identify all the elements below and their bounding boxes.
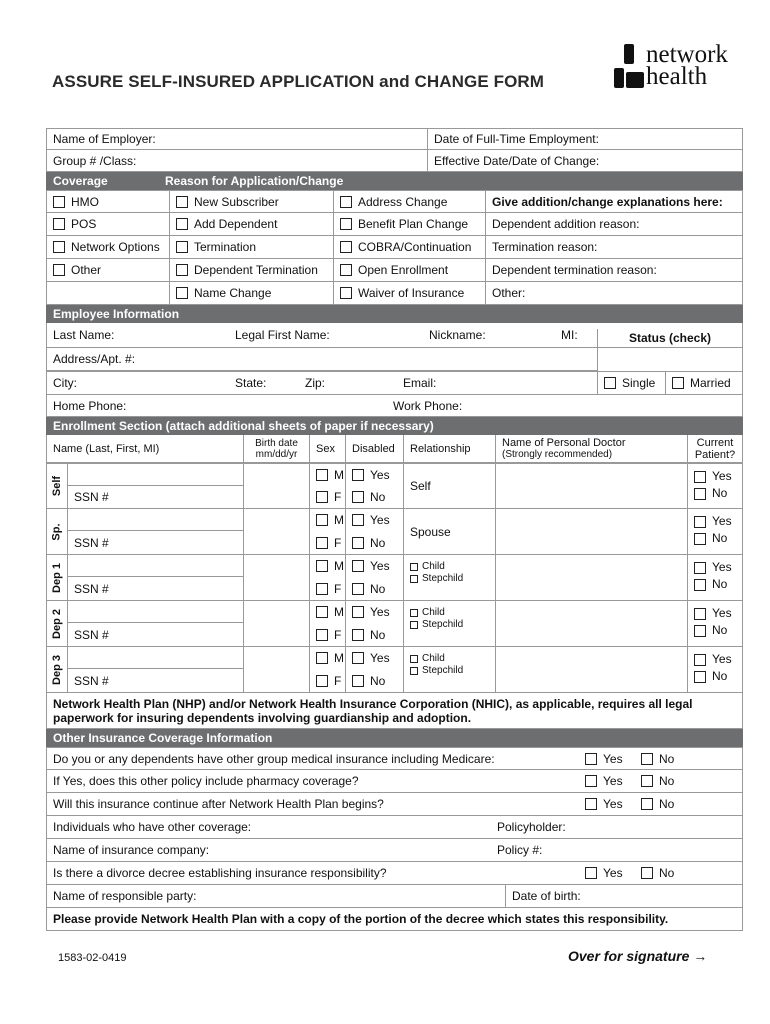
employer-field[interactable]: Name of Employer: xyxy=(53,132,156,146)
enrollment-row xyxy=(46,509,743,555)
current-patient-options[interactable]: Yes No xyxy=(687,647,742,692)
individuals-row xyxy=(46,816,743,839)
reason-option[interactable]: Waiver of Insurance xyxy=(333,282,485,304)
name-ssn-cell[interactable] xyxy=(67,555,243,600)
reason-option[interactable]: Dependent Termination xyxy=(169,259,333,281)
relationship-field[interactable]: Child Stepchild xyxy=(403,601,495,646)
checkbox-icon xyxy=(352,652,364,664)
checkbox-icon xyxy=(176,287,188,299)
nhp-note: Network Health Plan (NHP) and/or Network Health Insurance Corporation (NHIC), as applicable, requires all legal paperwork for insuring dependents involving guardianship and adoption. xyxy=(46,693,743,729)
current-patient-options[interactable]: Yes No xyxy=(687,601,742,646)
employee-header: Employee Information xyxy=(46,305,743,323)
explanation-field[interactable]: Other: xyxy=(485,282,742,304)
checkbox-icon xyxy=(352,537,364,549)
city-row xyxy=(46,371,743,395)
name-ssn-cell[interactable] xyxy=(67,601,243,646)
decree-note: Please provide Network Health Plan with a copy of the portion of the decree which states this responsibility. xyxy=(46,908,743,931)
reason-option[interactable]: Open Enrollment xyxy=(333,259,485,281)
checkbox-icon xyxy=(641,798,653,810)
checkbox-icon xyxy=(641,775,653,787)
checkbox-icon xyxy=(352,491,364,503)
current-patient-options[interactable]: Yes No xyxy=(687,555,742,600)
disabled-options[interactable]: Yes No xyxy=(345,601,403,646)
group-row xyxy=(46,150,743,172)
policy-number-field[interactable]: Policy #: xyxy=(497,843,543,857)
reason-option[interactable]: Add Dependent xyxy=(169,213,333,235)
name-field[interactable] xyxy=(68,647,243,669)
checkbox-icon xyxy=(352,629,364,641)
birth-date-field[interactable] xyxy=(243,647,309,692)
other-insurance-header: Other Insurance Coverage Information xyxy=(46,729,743,747)
disabled-options[interactable]: Yes No xyxy=(345,509,403,554)
checkbox-icon xyxy=(694,671,706,683)
yes-checkbox[interactable]: Yes xyxy=(585,770,623,792)
checkbox-icon xyxy=(352,606,364,618)
doctor-field[interactable] xyxy=(495,601,687,646)
checkbox-icon xyxy=(176,218,188,230)
checkbox-icon xyxy=(352,560,364,572)
explanation-field[interactable]: Dependent addition reason: xyxy=(485,213,742,235)
reason-option[interactable]: COBRA/Continuation xyxy=(333,236,485,258)
employee-name-field[interactable]: Last Name: xyxy=(53,328,115,342)
disabled-options[interactable]: Yes No xyxy=(345,647,403,692)
name-field[interactable] xyxy=(68,601,243,623)
mi-label: MI: xyxy=(561,328,578,342)
checkbox-icon xyxy=(316,629,328,641)
current-patient-options[interactable]: Yes No xyxy=(687,464,742,508)
no-checkbox[interactable]: No xyxy=(641,862,674,884)
coverage-row xyxy=(46,213,743,236)
company-row xyxy=(46,839,743,862)
current-patient-options[interactable]: Yes No xyxy=(687,509,742,554)
form-code: 1583-02-0419 xyxy=(58,952,127,964)
doctor-field[interactable] xyxy=(495,647,687,692)
relationship-field: Spouse xyxy=(403,509,495,554)
form-title: ASSURE SELF-INSURED APPLICATION and CHANGE FORM xyxy=(52,72,545,91)
col-doctor: Name of Personal Doctor (Strongly recommended) xyxy=(495,435,687,462)
checkbox-icon xyxy=(585,867,597,879)
ssn-field[interactable]: SSN # xyxy=(74,673,109,688)
birth-date-field[interactable] xyxy=(243,464,309,508)
checkbox-icon xyxy=(316,560,328,572)
enrollment-row xyxy=(46,463,743,509)
state-label: State: xyxy=(235,376,267,390)
reason-option[interactable]: Address Change xyxy=(333,191,485,212)
coverage-option[interactable]: POS xyxy=(47,213,169,235)
sex-options[interactable]: M F xyxy=(309,509,345,554)
group-field[interactable]: Group # /Class: xyxy=(53,153,137,168)
coverage-row xyxy=(46,236,743,259)
checkbox-icon xyxy=(694,516,706,528)
sex-options[interactable]: M F xyxy=(309,647,345,692)
enrollment-row xyxy=(46,647,743,693)
work-phone-label: Work Phone: xyxy=(393,398,463,413)
continue-question: Will this insurance continue after Network Health Plan begins? Yes No xyxy=(46,793,743,816)
reason-option[interactable]: Benefit Plan Change xyxy=(333,213,485,235)
status-heading: Status (check) xyxy=(597,329,742,347)
name-field[interactable] xyxy=(68,464,243,486)
employer-row xyxy=(46,128,743,150)
row-tag: Dep 2 xyxy=(51,608,63,639)
enrollment-column-headers xyxy=(46,435,743,463)
explanation-field[interactable]: Termination reason: xyxy=(485,236,742,258)
name-ssn-cell[interactable] xyxy=(67,647,243,692)
logo-line-2: health xyxy=(646,63,708,90)
coverage-header: Coverage Reason for Application/Change xyxy=(46,172,743,190)
yes-checkbox[interactable]: Yes xyxy=(585,793,623,815)
phone-row xyxy=(46,395,743,417)
coverage-option[interactable]: Other xyxy=(47,259,169,281)
home-phone-field[interactable]: Home Phone: xyxy=(53,398,127,413)
checkbox-icon xyxy=(316,583,328,595)
col-birth: Birth date mm/dd/yr xyxy=(243,435,309,462)
checkbox-small-icon xyxy=(410,575,418,583)
sex-options[interactable]: M F xyxy=(309,601,345,646)
checkbox-small-icon xyxy=(410,563,418,571)
explanation-field: Give addition/change explanations here: xyxy=(485,191,742,212)
ssn-field[interactable]: SSN # xyxy=(74,627,109,642)
reason-option[interactable]: New Subscriber xyxy=(169,191,333,212)
checkbox-icon xyxy=(53,218,65,230)
checkbox-icon xyxy=(53,241,65,253)
checkbox-icon xyxy=(585,753,597,765)
coverage-row xyxy=(46,259,743,282)
divorce-question: Is there a divorce decree establishing insurance responsibility? Yes No xyxy=(46,862,743,885)
checkbox-icon xyxy=(694,579,706,591)
first-name-label: Legal First Name: xyxy=(235,328,330,342)
application-form xyxy=(46,128,743,931)
responsible-party-field[interactable]: Name of responsible party: xyxy=(53,889,197,903)
sex-options[interactable]: M F xyxy=(309,464,345,508)
col-sex: Sex xyxy=(309,435,345,462)
reason-option[interactable]: Termination xyxy=(169,236,333,258)
checkbox-small-icon xyxy=(410,667,418,675)
relationship-field[interactable]: Child Stepchild xyxy=(403,647,495,692)
col-name: Name (Last, First, MI) xyxy=(53,442,160,455)
name-ssn-cell[interactable] xyxy=(67,509,243,554)
yes-checkbox[interactable]: Yes xyxy=(585,748,623,769)
relationship-field[interactable]: Child Stepchild xyxy=(403,555,495,600)
checkbox-icon xyxy=(176,241,188,253)
col-current: Current Patient? xyxy=(687,435,742,462)
coverage-option[interactable]: HMO xyxy=(47,191,169,212)
responsible-row xyxy=(46,885,743,908)
relationship-field: Self xyxy=(403,464,495,508)
address-field[interactable]: Address/Apt. #: xyxy=(47,348,597,371)
coverage-option[interactable]: Network Options xyxy=(47,236,169,258)
checkbox-icon xyxy=(352,469,364,481)
checkbox-icon xyxy=(316,675,328,687)
checkbox-icon xyxy=(352,583,364,595)
policyholder-field[interactable]: Policyholder: xyxy=(497,820,566,834)
checkbox-icon xyxy=(53,264,65,276)
reason-option[interactable]: Name Change xyxy=(169,282,333,304)
row-tag: Dep 3 xyxy=(51,654,63,685)
checkbox-icon xyxy=(641,753,653,765)
other-coverage-question: Do you or any dependents have other group medical insurance including Medicare: Yes No xyxy=(46,747,743,770)
individuals-field[interactable]: Individuals who have other coverage: xyxy=(53,820,252,834)
checkbox-icon xyxy=(352,675,364,687)
explanation-field[interactable]: Dependent termination reason: xyxy=(485,259,742,281)
city-field[interactable]: City: xyxy=(53,376,77,390)
birth-date-field[interactable] xyxy=(243,601,309,646)
checkbox-icon xyxy=(694,654,706,666)
email-label: Email: xyxy=(403,376,437,390)
doctor-field[interactable] xyxy=(495,555,687,600)
birth-date-field[interactable] xyxy=(243,509,309,554)
checkbox-icon xyxy=(694,488,706,500)
name-field[interactable] xyxy=(68,555,243,577)
coverage-row xyxy=(46,282,743,305)
enrollment-row xyxy=(46,601,743,647)
checkbox-small-icon xyxy=(410,609,418,617)
checkbox-icon xyxy=(176,196,188,208)
checkbox-icon xyxy=(316,652,328,664)
checkbox-icon xyxy=(176,264,188,276)
checkbox-small-icon xyxy=(410,621,418,629)
doctor-field[interactable] xyxy=(495,509,687,554)
yes-checkbox[interactable]: Yes xyxy=(585,862,623,884)
name-field[interactable] xyxy=(68,509,243,531)
row-tag: Sp. xyxy=(51,522,63,541)
checkbox-icon xyxy=(641,867,653,879)
zip-label: Zip: xyxy=(305,376,326,390)
checkbox-icon xyxy=(585,798,597,810)
name-ssn-cell[interactable] xyxy=(67,464,243,508)
sex-options[interactable]: M F xyxy=(309,555,345,600)
pharmacy-question: If Yes, does this other policy include pharmacy coverage? Yes No xyxy=(46,770,743,793)
effective-date-field[interactable]: Effective Date/Date of Change: xyxy=(427,150,742,171)
checkbox-icon xyxy=(340,287,352,299)
doctor-field[interactable] xyxy=(495,464,687,508)
enrollment-rows xyxy=(46,463,743,693)
nickname-label: Nickname: xyxy=(429,328,486,342)
row-tag: Dep 1 xyxy=(51,562,63,593)
no-checkbox[interactable]: No xyxy=(641,770,674,792)
company-field[interactable]: Name of insurance company: xyxy=(53,843,210,857)
checkbox-icon xyxy=(316,537,328,549)
checkbox-icon xyxy=(340,196,352,208)
ssn-field[interactable]: SSN # xyxy=(74,535,109,550)
checkbox-icon xyxy=(694,625,706,637)
logo-mark-icon xyxy=(612,42,646,94)
birth-date-field[interactable] xyxy=(243,555,309,600)
checkbox-icon xyxy=(694,562,706,574)
checkbox-icon xyxy=(53,196,65,208)
married-checkbox[interactable]: Married xyxy=(665,372,742,394)
checkbox-icon xyxy=(340,264,352,276)
checkbox-icon xyxy=(316,606,328,618)
enrollment-row xyxy=(46,555,743,601)
coverage-option xyxy=(47,282,169,304)
ssn-field[interactable]: SSN # xyxy=(74,489,109,504)
network-health-logo xyxy=(612,42,742,94)
no-checkbox[interactable]: No xyxy=(641,793,674,815)
checkbox-icon xyxy=(694,471,706,483)
disabled-options[interactable]: Yes No xyxy=(345,464,403,508)
coverage-row xyxy=(46,190,743,213)
dob-field[interactable]: Date of birth: xyxy=(505,885,742,907)
coverage-section xyxy=(46,190,743,305)
row-tag: Self xyxy=(51,475,63,497)
checkbox-small-icon xyxy=(410,655,418,663)
enrollment-header: Enrollment Section (attach additional sheets of paper if necessary) xyxy=(46,417,743,435)
over-for-signature: Over for signature → xyxy=(568,948,708,964)
full-time-date-field[interactable]: Date of Full-Time Employment: xyxy=(427,129,742,149)
col-relationship: Relationship xyxy=(403,435,495,462)
checkbox-icon xyxy=(694,608,706,620)
checkbox-icon xyxy=(316,469,328,481)
single-checkbox[interactable]: Single xyxy=(597,372,665,394)
checkbox-icon xyxy=(694,533,706,545)
other-insurance-section xyxy=(46,747,743,908)
no-checkbox[interactable]: No xyxy=(641,748,674,769)
checkbox-icon xyxy=(585,775,597,787)
checkbox-icon xyxy=(316,491,328,503)
ssn-field[interactable]: SSN # xyxy=(74,581,109,596)
col-disabled: Disabled xyxy=(345,435,403,462)
checkbox-icon xyxy=(316,514,328,526)
checkbox-icon xyxy=(340,241,352,253)
checkbox-icon xyxy=(352,514,364,526)
checkbox-icon xyxy=(340,218,352,230)
disabled-options[interactable]: Yes No xyxy=(345,555,403,600)
employee-name-row xyxy=(46,323,743,348)
logo-line-1: network xyxy=(646,41,728,68)
address-row xyxy=(46,348,743,371)
